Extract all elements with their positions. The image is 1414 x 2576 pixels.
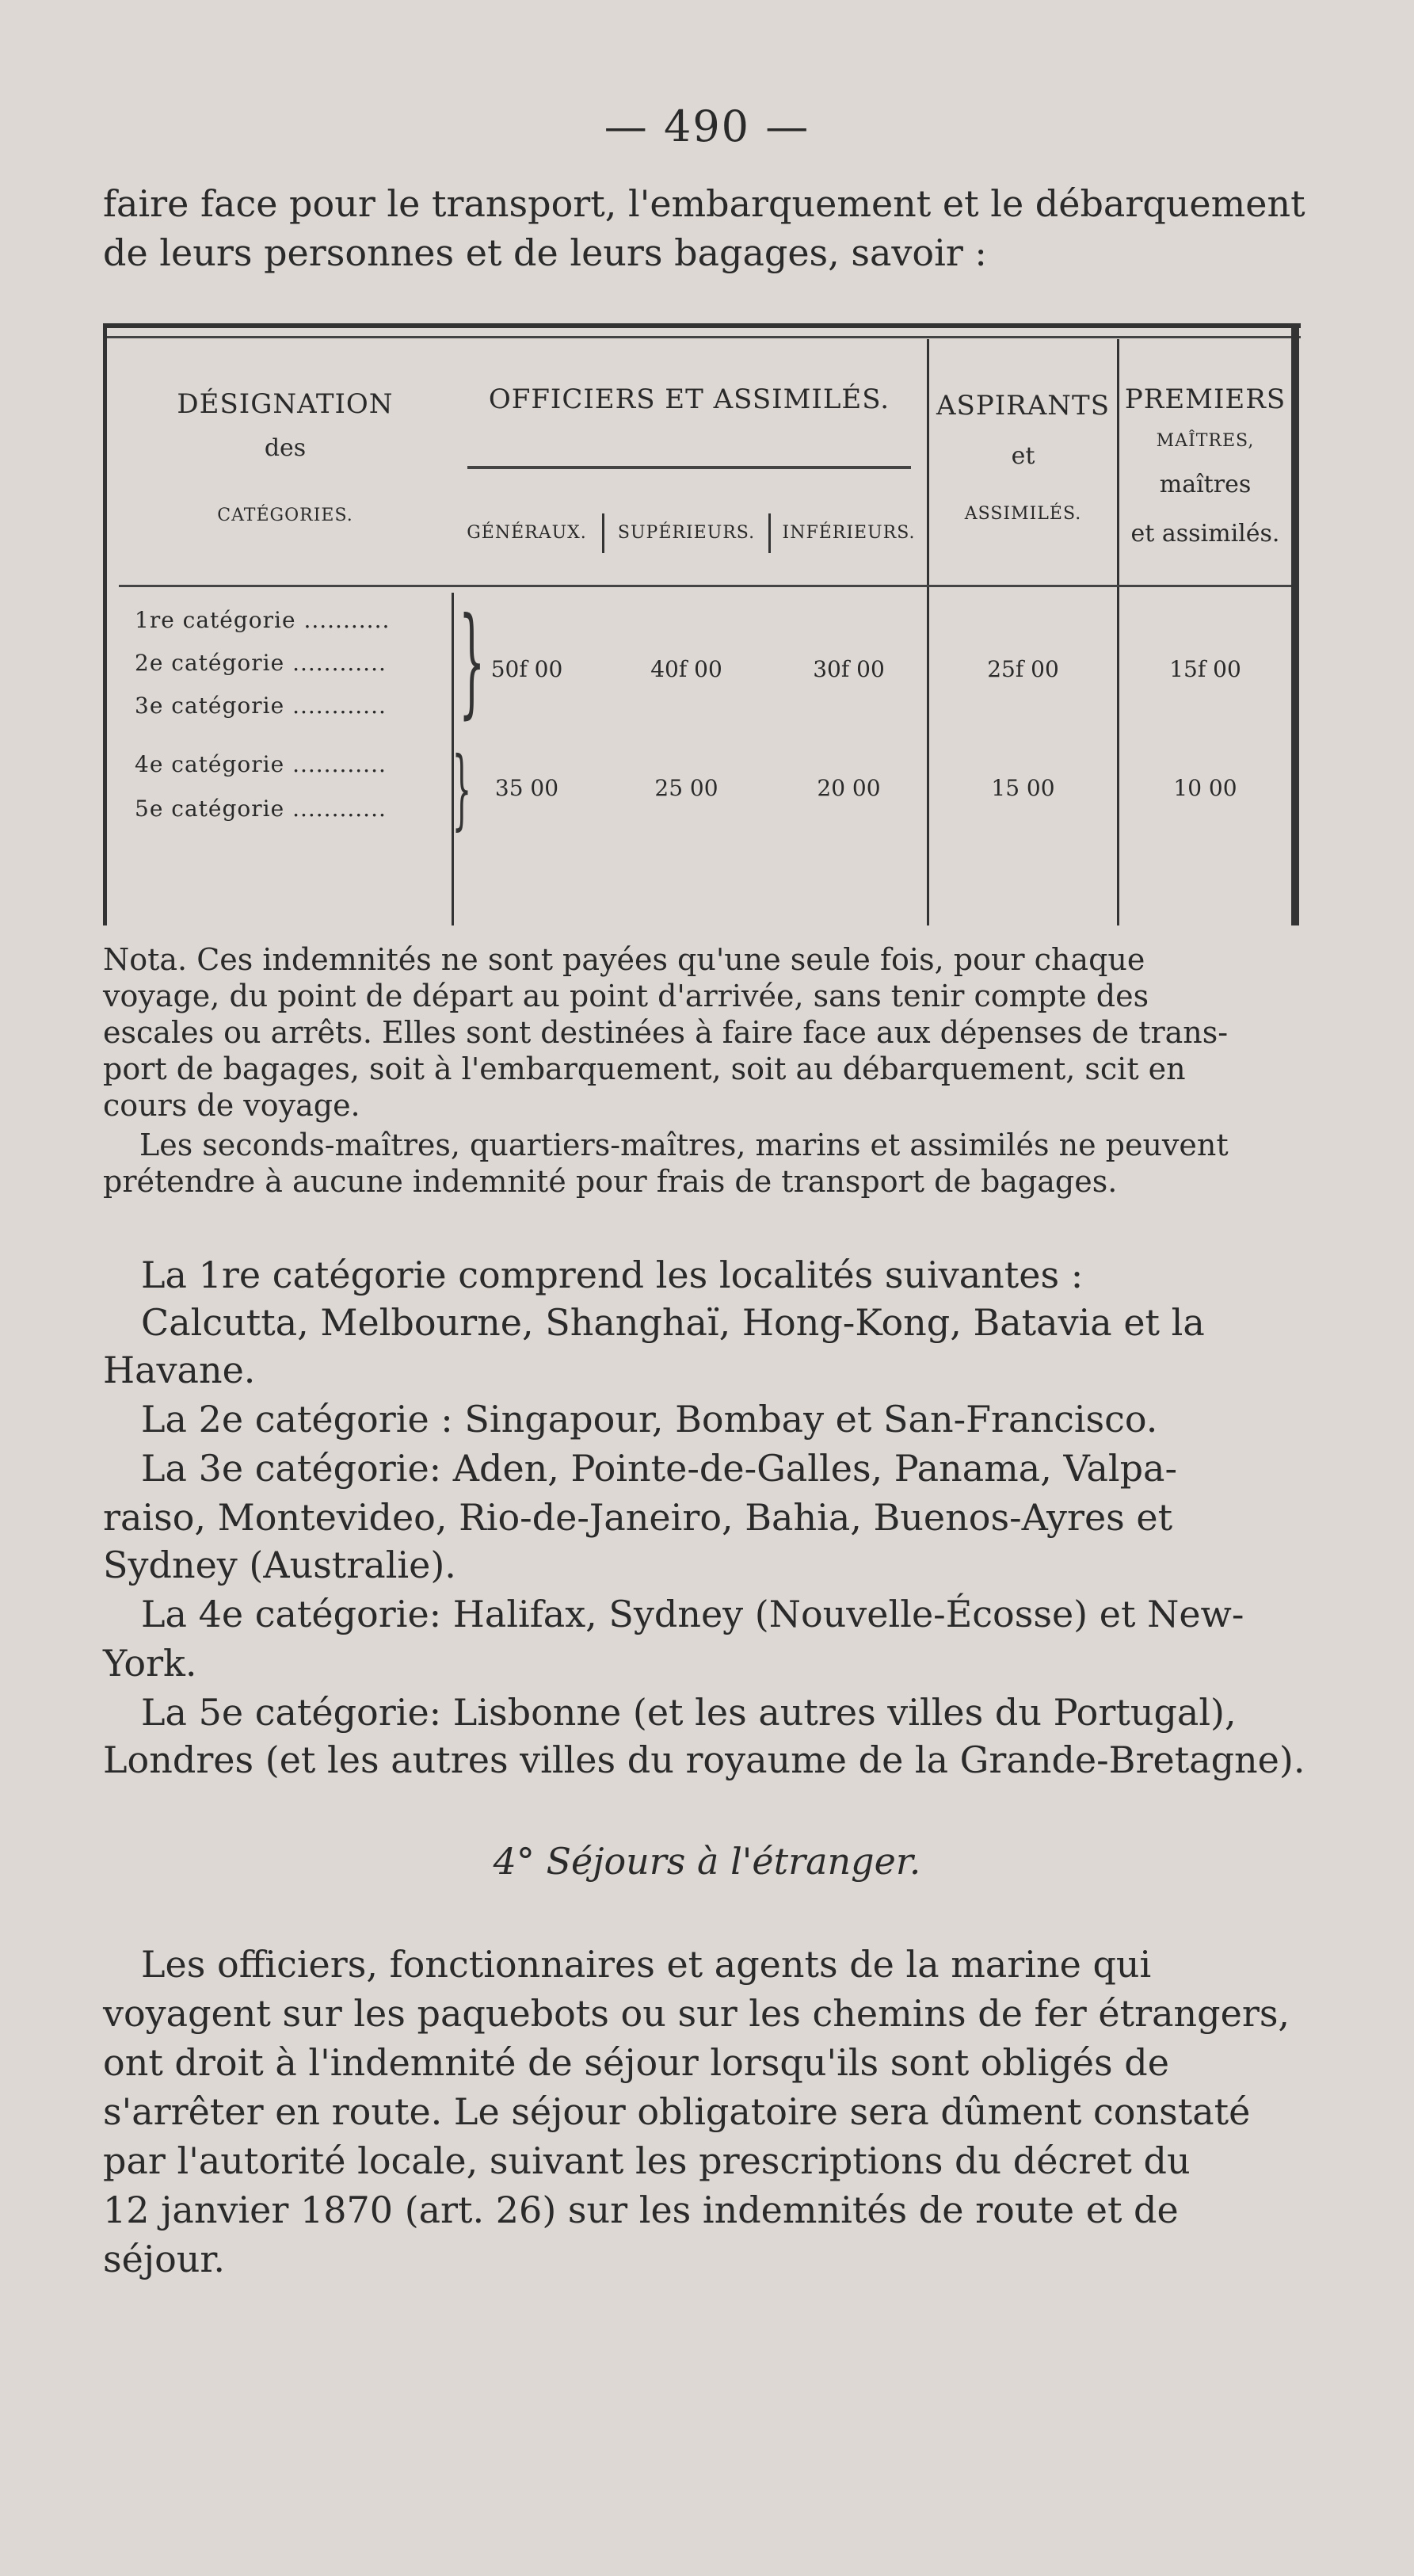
table-left-border [103, 323, 107, 925]
premiers-header-maitres-lower: maîtres [1159, 471, 1252, 498]
designation-header-categories: CATÉGORIES. [217, 506, 353, 525]
sejour-line: ont droit à l'indemnité de séjour lorsqu'ils sont obligés de [103, 2041, 1169, 2084]
category-line: La 4e catégorie: Halifax, Sydney (Nouvelle-Écosse) et New- [141, 1593, 1244, 1635]
aspirants-header-et: et [1011, 442, 1035, 470]
section-title: 4° Séjours à l'étranger. [493, 1840, 921, 1883]
category-line: Sydney (Australie). [103, 1544, 456, 1586]
premiers-header-assimiles: et assimilés. [1130, 520, 1280, 548]
page-number: — 490 — [604, 101, 810, 151]
generaux-header: GÉNÉRAUX. [467, 523, 587, 543]
designation-header-des: des [264, 434, 307, 462]
intro-line: faire face pour le transport, l'embarquement et le débarquement [103, 182, 1305, 225]
officiers-underline [467, 466, 911, 469]
value-cell: 15 00 [991, 775, 1055, 801]
category-line: raiso, Montevideo, Rio-de-Janeiro, Bahia, Buenos-Ayres et [103, 1496, 1173, 1539]
header-underline [119, 585, 1291, 587]
brace-group-2: } [452, 738, 472, 839]
table-right-border [1291, 323, 1299, 925]
value-cell: 10 00 [1173, 775, 1237, 801]
category-line: La 2e catégorie : Singapour, Bombay et San-Francisco. [141, 1398, 1158, 1441]
value-cell: 15f 00 [1169, 656, 1241, 682]
value-cell: 40f 00 [650, 656, 722, 682]
category-line: York. [103, 1642, 197, 1685]
sejour-line: 12 janvier 1870 (art. 26) sur les indemnités de route et de [103, 2189, 1179, 2231]
category-line: Calcutta, Melbourne, Shanghaï, Hong-Kong, Batavia et la [141, 1301, 1205, 1344]
table-top-rule-thin [103, 336, 1301, 338]
category-line: La 5e catégorie: Lisbonne (et les autres villes du Portugal), [141, 1691, 1237, 1734]
nota-line: port de bagages, soit à l'embarquement, soit au débarquement, scit en [103, 1051, 1186, 1086]
col-divider [927, 339, 929, 925]
category-line: Havane. [103, 1349, 256, 1391]
value-cell: 25 00 [654, 775, 718, 801]
nota-line: voyage, du point de départ au point d'arrivée, sans tenir compte des [103, 979, 1149, 1013]
sejour-line: voyagent sur les paquebots ou sur les chemins de fer étrangers, [103, 1992, 1290, 2035]
category-label: 5e catégorie ............ [135, 796, 387, 822]
premiers-header-maitres: MAÎTRES, [1156, 431, 1255, 451]
col-divider [1117, 339, 1119, 925]
nota-line: prétendre à aucune indemnité pour frais de transport de bagages. [103, 1164, 1118, 1199]
value-cell: 20 00 [817, 775, 881, 801]
category-label: 1re catégorie ........... [135, 607, 391, 633]
category-line: Londres (et les autres villes du royaume de la Grande-Bretagne). [103, 1738, 1305, 1781]
sejour-line: par l'autorité locale, suivant les prescriptions du décret du [103, 2139, 1191, 2182]
category-line: La 3e catégorie: Aden, Pointe-de-Galles, Panama, Valpa- [141, 1447, 1177, 1490]
category-label: 4e catégorie ............ [135, 751, 387, 777]
category-line: La 1re catégorie comprend les localités suivantes : [141, 1254, 1084, 1296]
superieurs-header: SUPÉRIEURS. [617, 523, 756, 543]
indemnity-table [103, 323, 1301, 925]
intro-line: de leurs personnes et de leurs bagages, savoir : [103, 231, 987, 274]
aspirants-header: ASPIRANTS [936, 390, 1111, 422]
aspirants-header-assimiles: ASSIMILÉS. [964, 504, 1082, 524]
inferieurs-header: INFÉRIEURS. [782, 523, 916, 543]
nota-line: Nota. Ces indemnités ne sont payées qu'une seule fois, pour chaque [103, 942, 1145, 977]
brace-group-1: } [459, 593, 486, 731]
table-top-rule [103, 323, 1301, 328]
premiers-header: PREMIERS [1124, 384, 1286, 415]
value-cell: 25f 00 [987, 656, 1059, 682]
category-label: 3e catégorie ............ [135, 693, 387, 719]
nota-line: Les seconds-maîtres, quartiers-maîtres, marins et assimilés ne peuvent [139, 1128, 1229, 1162]
nota-line: cours de voyage. [103, 1088, 360, 1123]
value-cell: 50f 00 [490, 656, 563, 682]
sejour-line: s'arrêter en route. Le séjour obligatoire sera dûment constaté [103, 2090, 1251, 2133]
sejour-line: Les officiers, fonctionnaires et agents de la marine qui [141, 1943, 1152, 1986]
value-cell: 35 00 [494, 775, 559, 801]
value-cell: 30f 00 [813, 656, 885, 682]
nota-line: escales ou arrêts. Elles sont destinées à faire face aux dépenses de trans- [103, 1015, 1229, 1050]
category-label: 2e catégorie ............ [135, 650, 387, 676]
sejour-line: séjour. [103, 2238, 225, 2280]
designation-header: DÉSIGNATION [177, 388, 394, 420]
officiers-header: OFFICIERS ET ASSIMILÉS. [488, 384, 890, 415]
